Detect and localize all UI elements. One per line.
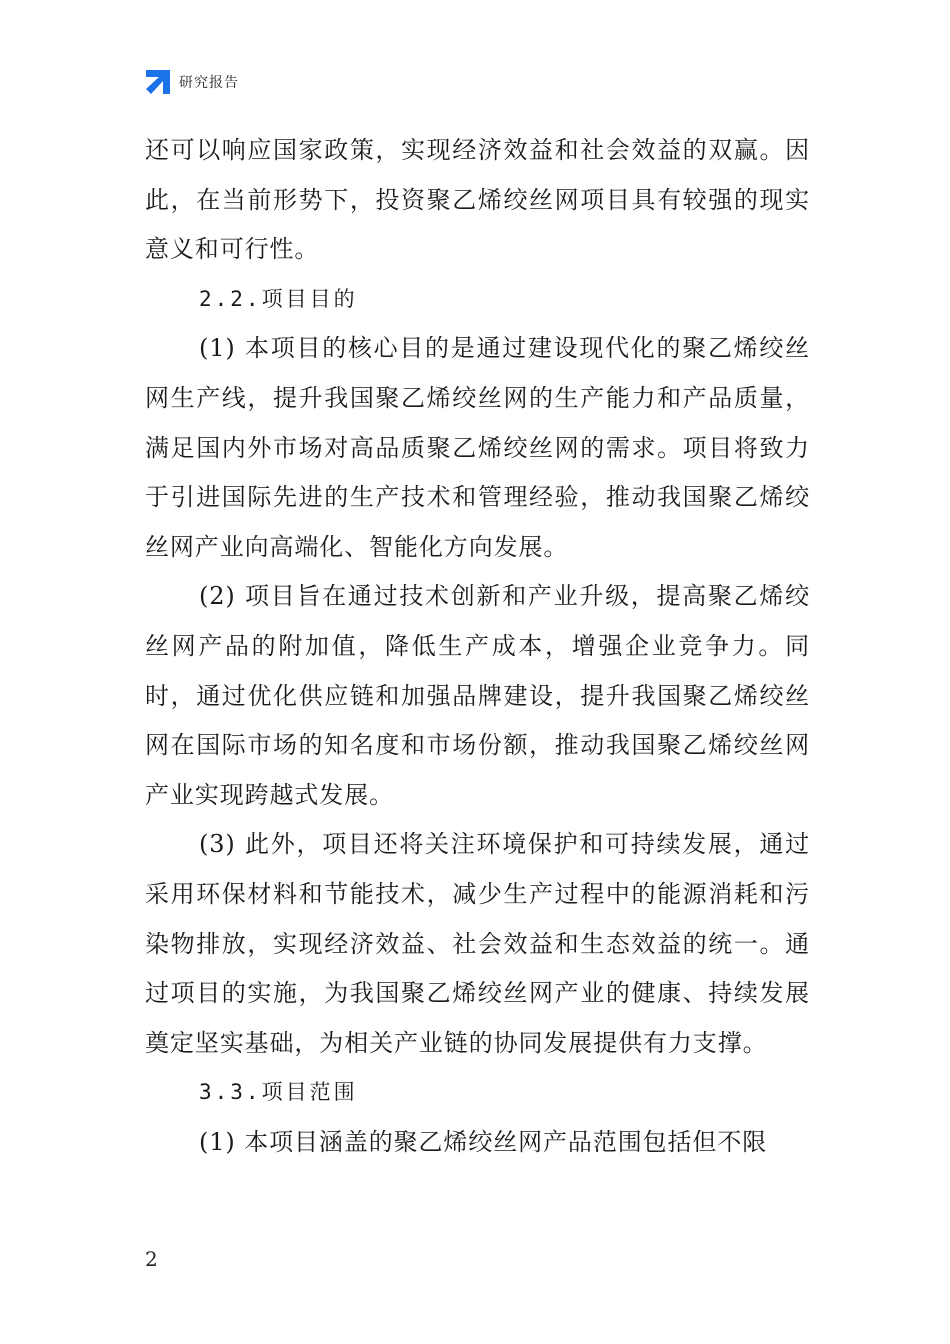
report-header	[145, 68, 239, 96]
header-title: 研究报告	[179, 75, 239, 91]
paragraph-purpose-1: (1) 本项目的核心目的是通过建设现代化的聚乙烯绞丝网生产线，提升我国聚乙烯绞丝网的生产能力和产品质量，满足国内外市场对高品质聚乙烯绞丝网的需求。项目将致力于引进国际先进的生产技术和管理经验，推动我国聚乙烯绞丝网产业向高端化、智能化方向发展。	[145, 334, 810, 561]
page-number: 2	[145, 1247, 158, 1271]
paragraph-scope-1: (1) 本项目涵盖的聚乙烯绞丝网产品范围包括但不限	[199, 1127, 768, 1156]
paragraph-continuation: 还可以响应国家政策，实现经济效益和社会效益的双赢。因此，在当前形势下，投资聚乙烯绞丝网项目具有较强的现实意义和可行性。	[145, 136, 810, 264]
paragraph-purpose-2: (2) 项目旨在通过技术创新和产业升级，提高聚乙烯绞丝网产品的附加值，降低生产成本，增强企业竞争力。同时，通过优化供应链和加强品牌建设，提升我国聚乙烯绞丝网在国际市场的知名度和市场份额，推动我国聚乙烯绞丝网产业实现跨越式发展。	[145, 582, 810, 809]
section-heading-3-3: 3.3.项目范围	[199, 1080, 358, 1105]
paragraph-purpose-3: (3) 此外，项目还将关注环境保护和可持续发展，通过采用环保材料和节能技术，减少生产过程中的能源消耗和污染物排放，实现经济效益、社会效益和生态效益的统一。通过项目的实施，为我国聚乙烯绞丝网产业的健康、持续发展奠定坚实基础，为相关产业链的协同发展提供有力支撑。	[145, 830, 810, 1057]
arrow-up-right-logo-icon	[145, 69, 171, 95]
section-heading-2-2: 2.2.项目目的	[199, 286, 358, 311]
document-body	[145, 126, 810, 1167]
